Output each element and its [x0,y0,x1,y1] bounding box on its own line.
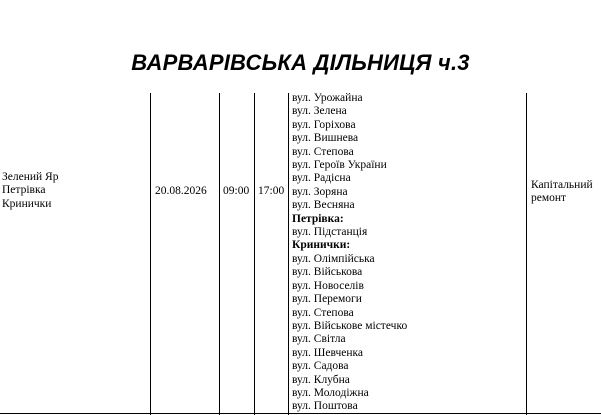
table-column-divider [150,93,151,415]
street-item: вул. Вишнева [292,132,359,145]
street-item: вул. Горіхова [292,118,356,131]
street-item: вул. Садова [292,360,349,373]
reason-text: ремонт [531,192,567,205]
streets-cell [292,92,524,414]
table-column-divider [288,93,289,415]
street-item: вул. Степова [292,306,354,319]
table-column-divider [254,93,255,415]
street-item: вул. Радісна [292,172,351,185]
street-item: вул. Новоселів [292,279,364,292]
street-item: вул. Перемоги [292,293,362,306]
street-item: вул. Весняна [292,199,355,212]
location-name: Кринички [2,197,52,210]
street-item: вул. Поштова [292,400,358,413]
street-item: вул. Урожайна [292,92,363,104]
reason-cell [531,179,599,206]
street-item: вул. Клубна [292,373,350,386]
location-name: Зелений Яр [2,171,59,183]
table-column-divider [526,93,527,415]
page-title: ВАРВАРІВСЬКА ДІЛЬНИЦЯ ч.3 [131,50,470,75]
location-name: Петрівка [2,184,46,197]
street-item: вул. Військове містечко [292,319,408,332]
street-item: вул. Героїв України [292,159,387,172]
street-item: вул. Світла [292,333,346,346]
street-item: вул. Шевченка [292,346,364,359]
street-item: вул. Підстанція [292,226,368,239]
locations-cell [2,171,147,211]
street-item: вул. Військова [292,266,363,279]
street-group-header: Петрівка: [292,212,344,225]
street-item: вул. Зоряна [292,185,348,198]
reason-text: Капітальний [531,179,593,191]
end-time-cell: 17:00 [258,185,285,197]
table-column-divider [219,93,220,415]
date-cell: 20.08.2026 [155,185,207,197]
street-item: вул. Олімпійська [292,252,375,265]
street-item: вул. Степова [292,145,354,158]
street-item: вул. Зелена [292,105,347,118]
street-item: вул. Молодіжна [292,386,369,399]
street-group-header: Кринички: [292,239,351,252]
start-time-cell: 09:00 [223,185,250,197]
